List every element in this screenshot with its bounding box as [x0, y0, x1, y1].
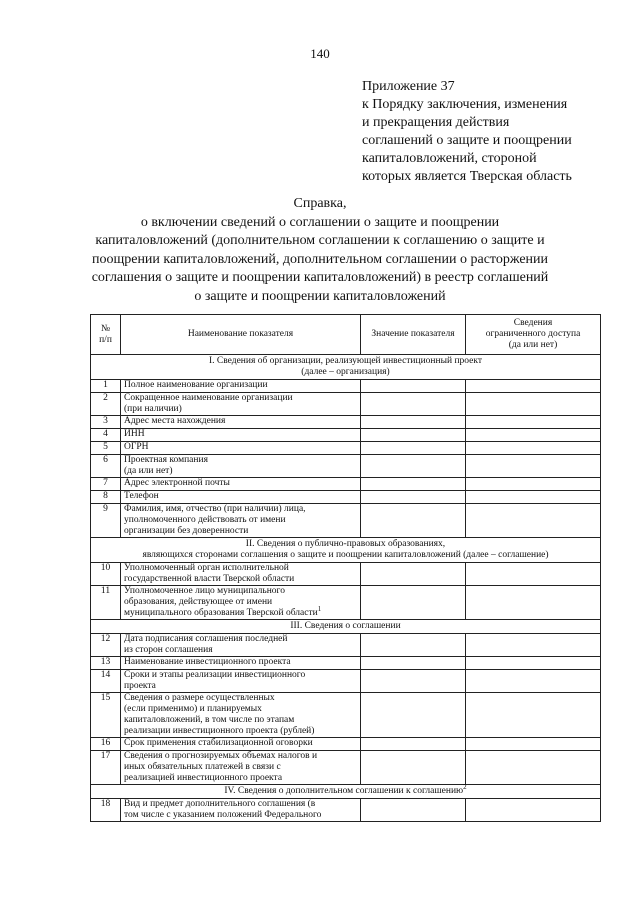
row-number: 9	[91, 504, 121, 538]
section-header-row	[91, 620, 601, 634]
indicator-name: Проектная компания (да или нет)	[121, 455, 361, 478]
indicator-value-cell	[361, 563, 466, 586]
row-number: 12	[91, 634, 121, 657]
title-line: соглашения о защите и поощрении капиталовложений) в реестр соглашений	[91, 270, 549, 285]
restricted-access-cell	[466, 799, 601, 822]
table-header-row	[91, 315, 601, 355]
row-number: 14	[91, 670, 121, 693]
table-row	[91, 455, 601, 478]
table-row	[91, 393, 601, 416]
indicator-value-cell	[361, 416, 466, 429]
indicator-value-cell	[361, 442, 466, 455]
indicator-value-cell	[361, 429, 466, 442]
title-line: о защите и поощрении капиталовложений	[194, 288, 446, 304]
restricted-access-cell	[466, 670, 601, 693]
document-title	[20, 195, 620, 306]
indicator-name: ИНН	[121, 429, 361, 442]
appendix-line: к Порядку заключения, изменения	[362, 97, 568, 112]
table-row	[91, 380, 601, 393]
restricted-access-cell	[466, 563, 601, 586]
appendix-line: соглашений о защите и поощрении	[362, 133, 572, 148]
restricted-access-cell	[466, 504, 601, 538]
restricted-access-cell	[466, 416, 601, 429]
row-number: 10	[91, 563, 121, 586]
row-number: 6	[91, 455, 121, 478]
title-line: капиталовложений (дополнительном соглашении к соглашению о защите и	[95, 233, 545, 248]
row-number: 13	[91, 657, 121, 670]
appendix-heading	[362, 78, 622, 186]
indicator-value-cell	[361, 478, 466, 491]
restricted-access-cell	[466, 657, 601, 670]
indicator-name: Наименование инвестиционного проекта	[121, 657, 361, 670]
restricted-access-cell	[466, 442, 601, 455]
registry-form-table	[90, 314, 601, 822]
indicator-name: Адрес места нахождения	[121, 416, 361, 429]
indicator-name: Сокращенное наименование организации (при наличии)	[121, 393, 361, 416]
table-row	[91, 657, 601, 670]
indicator-value-cell	[361, 491, 466, 504]
page-number: 140	[310, 46, 330, 61]
table-row	[91, 693, 601, 738]
restricted-access-cell	[466, 455, 601, 478]
row-number: 3	[91, 416, 121, 429]
restricted-access-cell	[466, 491, 601, 504]
indicator-name: Фамилия, имя, отчество (при наличии) лица, уполномоченного действовать от имени организации без доверенности	[121, 504, 361, 538]
row-number: 16	[91, 738, 121, 751]
table-row	[91, 634, 601, 657]
restricted-access-cell	[466, 738, 601, 751]
row-number: 15	[91, 693, 121, 738]
indicator-value-cell	[361, 455, 466, 478]
table-row	[91, 416, 601, 429]
indicator-value-cell	[361, 693, 466, 738]
header-restricted-access: Сведения ограниченного доступа (да или нет)	[466, 315, 601, 355]
row-number: 8	[91, 491, 121, 504]
table-row	[91, 504, 601, 538]
indicator-name: Дата подписания соглашения последней из сторон соглашения	[121, 634, 361, 657]
section-title: I. Сведения об организации, реализующей инвестиционный проект (далее – организация)	[91, 355, 601, 380]
indicator-name: Сроки и этапы реализации инвестиционного проекта	[121, 670, 361, 693]
restricted-access-cell	[466, 393, 601, 416]
indicator-value-cell	[361, 380, 466, 393]
row-number: 2	[91, 393, 121, 416]
indicator-value-cell	[361, 393, 466, 416]
restricted-access-cell	[466, 380, 601, 393]
table-row	[91, 478, 601, 491]
title-line: о включении сведений о соглашении о защите и поощрении	[140, 214, 500, 230]
restricted-access-cell	[466, 429, 601, 442]
row-number: 17	[91, 751, 121, 785]
row-number: 11	[91, 586, 121, 620]
section-header-row	[91, 538, 601, 563]
table-row	[91, 442, 601, 455]
indicator-value-cell	[361, 504, 466, 538]
row-number: 1	[91, 380, 121, 393]
indicator-value-cell	[361, 738, 466, 751]
indicator-value-cell	[361, 799, 466, 822]
table-row	[91, 491, 601, 504]
table-row	[91, 751, 601, 785]
indicator-value-cell	[361, 751, 466, 785]
row-number: 7	[91, 478, 121, 491]
table-row	[91, 586, 601, 620]
table-row	[91, 563, 601, 586]
indicator-name: Сведения о размере осуществленных (если применимо) и планируемых капиталовложений, в том числе по этапам реализации инвестиционного проекта (рублей)	[121, 693, 361, 738]
header-indicator-value: Значение показателя	[361, 315, 466, 355]
restricted-access-cell	[466, 478, 601, 491]
appendix-line: которых является Тверская область	[362, 169, 572, 184]
restricted-access-cell	[466, 693, 601, 738]
appendix-line: Приложение 37	[362, 79, 455, 94]
section-title: III. Сведения о соглашении	[91, 620, 601, 634]
section-title: II. Сведения о публично-правовых образованиях, являющихся сторонами соглашения о защите и поощрении капиталовложений (далее – соглашение)	[91, 538, 601, 563]
indicator-name: ОГРН	[121, 442, 361, 455]
appendix-line: капиталовложений, стороной	[362, 151, 537, 166]
indicator-name: Уполномоченный орган исполнительной государственной власти Тверской области	[121, 563, 361, 586]
indicator-value-cell	[361, 586, 466, 620]
section-title: IV. Сведения о дополнительном соглашении к соглашению$^2$	[91, 785, 601, 799]
table-row	[91, 429, 601, 442]
header-number: № п/п	[91, 315, 121, 355]
row-number: 4	[91, 429, 121, 442]
title-line: поощрении капиталовложений, дополнительном соглашении о расторжении	[91, 251, 549, 267]
section-header-row	[91, 355, 601, 380]
indicator-value-cell	[361, 634, 466, 657]
footnote-mark: 1	[317, 604, 322, 613]
indicator-name: Вид и предмет дополнительного соглашения (в том числе с указанием положений Федерального	[121, 799, 361, 822]
restricted-access-cell	[466, 634, 601, 657]
indicator-name: Сведения о прогнозируемых объемах налогов и иных обязательных платежей в связи с реализацией инвестиционного проекта	[121, 751, 361, 785]
header-indicator-name: Наименование показателя	[121, 315, 361, 355]
indicator-name: Адрес электронной почты	[121, 478, 361, 491]
row-number: 18	[91, 799, 121, 822]
restricted-access-cell	[466, 751, 601, 785]
indicator-value-cell	[361, 670, 466, 693]
indicator-name: Уполномоченное лицо муниципального образования, действующее от имени муниципального образования Тверской области$^1$	[121, 586, 361, 620]
row-number: 5	[91, 442, 121, 455]
indicator-name: Полное наименование организации	[121, 380, 361, 393]
table-row	[91, 799, 601, 822]
title-heading: Справка,	[293, 196, 347, 211]
indicator-name: Телефон	[121, 491, 361, 504]
appendix-line: и прекращения действия	[362, 115, 510, 130]
section-header-row	[91, 785, 601, 799]
indicator-value-cell	[361, 657, 466, 670]
footnote-mark: 2	[463, 782, 467, 791]
table-row	[91, 670, 601, 693]
table-row	[91, 738, 601, 751]
indicator-name: Срок применения стабилизационной оговорки	[121, 738, 361, 751]
restricted-access-cell	[466, 586, 601, 620]
